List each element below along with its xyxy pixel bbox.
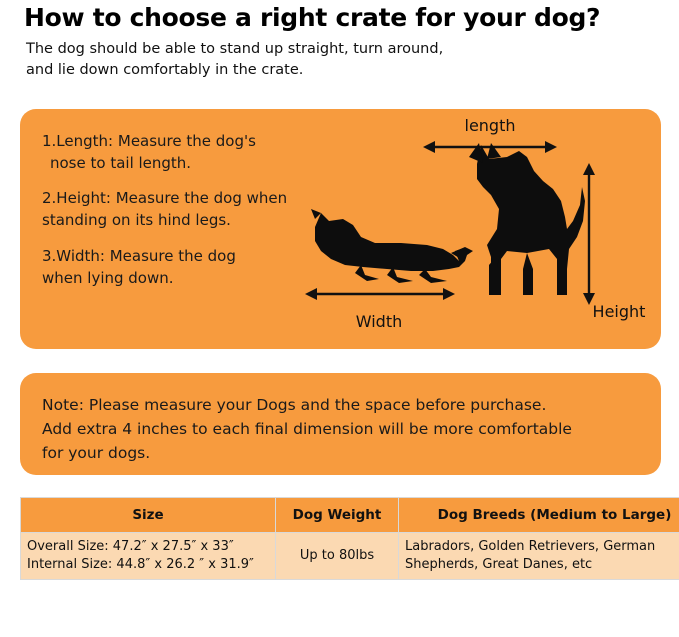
- cell-size-internal: Internal Size: 44.8″ x 26.2 ″ x 31.9″: [27, 556, 269, 574]
- label-width: Width: [356, 312, 402, 331]
- cell-breeds-line-2: Shepherds, Great Danes, etc: [405, 556, 679, 574]
- subtitle-line-1: The dog should be able to stand up straight, turn around,: [26, 39, 665, 60]
- note-line-1: Note: Please measure your Dogs and the space before purchase.: [42, 393, 643, 417]
- diagram-svg: [301, 109, 651, 349]
- note-text: [42, 393, 643, 465]
- width-arrow-right-head: [443, 288, 455, 300]
- subtitle-line-2: and lie down comfortably in the crate.: [26, 60, 665, 81]
- spec-table: [20, 497, 679, 580]
- height-arrow-top-head: [583, 163, 595, 175]
- table-row: [21, 532, 679, 579]
- instruction-length-line1: 1.Length: Measure the dog's: [42, 132, 256, 150]
- table-header-row: [21, 497, 679, 532]
- lying-dog-silhouette: [311, 209, 473, 283]
- note-panel: [20, 373, 661, 475]
- spec-table-body: [21, 532, 679, 579]
- instruction-width-line1: 3.Width: Measure the dog: [42, 247, 236, 265]
- dog-measurement-diagram: [301, 109, 651, 349]
- width-arrow-left-head: [305, 288, 317, 300]
- length-arrow-right-head: [545, 141, 557, 153]
- cell-dog-breeds: [399, 532, 679, 579]
- cell-size: [21, 532, 276, 579]
- cell-dog-weight: Up to 80lbs: [276, 532, 399, 579]
- header-dog-weight: Dog Weight: [276, 497, 399, 532]
- label-length: length: [465, 116, 516, 135]
- measurement-panel: [20, 109, 661, 349]
- page-root: [0, 4, 679, 637]
- instruction-length-line2: nose to tail length.: [42, 153, 332, 175]
- note-line-2: Add extra 4 inches to each final dimension will be more comfortable: [42, 417, 643, 441]
- note-line-3: for your dogs.: [42, 441, 643, 465]
- page-subtitle: [26, 39, 665, 81]
- instruction-height-line2: standing on its hind legs.: [42, 210, 332, 232]
- cell-breeds-line-1: Labradors, Golden Retrievers, German: [405, 538, 679, 556]
- header-dog-breeds: Dog Breeds (Medium to Large): [399, 497, 679, 532]
- header-size: Size: [21, 497, 276, 532]
- standing-dog-silhouette: [469, 143, 585, 295]
- instruction-width-line2: when lying down.: [42, 268, 332, 290]
- spec-table-head: [21, 497, 679, 532]
- label-height: Height: [593, 302, 646, 321]
- instruction-width: [42, 246, 332, 290]
- instruction-height: [42, 188, 332, 232]
- length-arrow-left-head: [423, 141, 435, 153]
- cell-size-overall: Overall Size: 47.2″ x 27.5″ x 33″: [27, 538, 269, 556]
- instruction-height-line1: 2.Height: Measure the dog when: [42, 189, 287, 207]
- measurement-instructions: [42, 131, 332, 304]
- page-title: How to choose a right crate for your dog?: [24, 4, 665, 33]
- instruction-length: [42, 131, 332, 175]
